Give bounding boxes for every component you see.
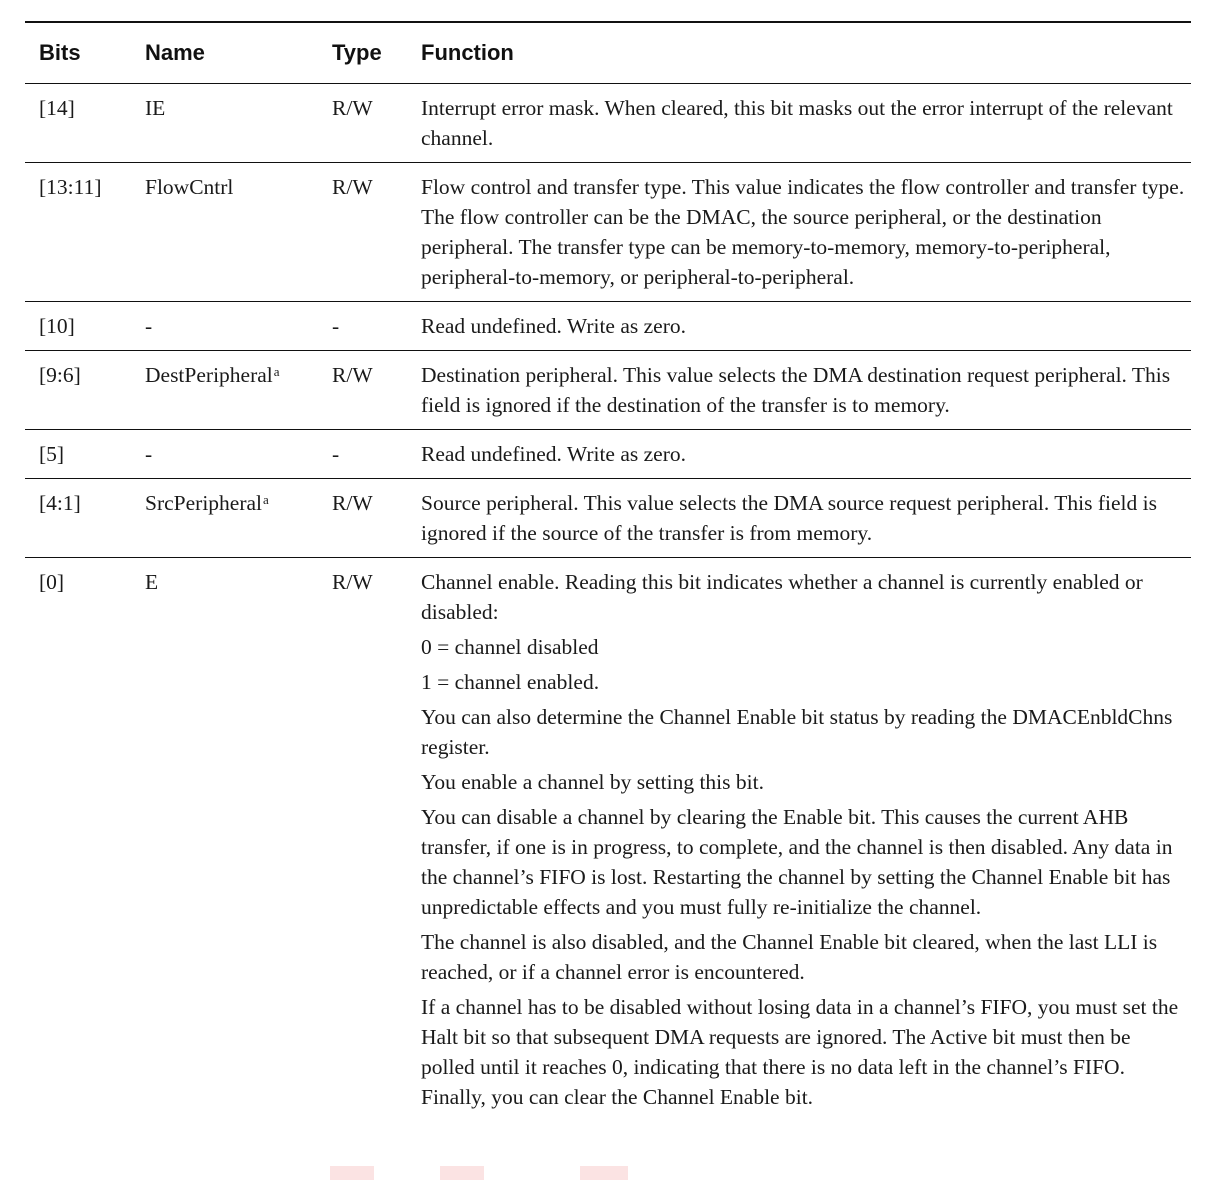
function-paragraph: Destination peripheral. This value selects the DMA destination request peripheral. This field is ignored if the destination of the transfer is to memory. — [421, 363, 1171, 417]
function-paragraph: Source peripheral. This value selects the DMA source request peripheral. This field is ignored if the source of the transfer is from memory. — [421, 491, 1157, 545]
function-paragraph: You enable a channel by setting this bit. — [421, 770, 764, 794]
cell-name — [131, 302, 318, 351]
cell-name — [131, 479, 318, 558]
cell-name — [131, 163, 318, 302]
table-row — [25, 351, 1191, 430]
cell-type: R/W — [332, 570, 373, 594]
cell-function — [407, 479, 1191, 558]
cell-type: R/W — [332, 175, 373, 199]
table-header-row — [25, 22, 1191, 84]
table-row — [25, 302, 1191, 351]
cell-bits: [14] — [39, 96, 75, 120]
field-name: IE — [145, 96, 166, 120]
cell-function — [407, 558, 1191, 1122]
header-function: Function — [421, 40, 514, 65]
function-paragraph: Interrupt error mask. When cleared, this bit masks out the error interrupt of the relevant channel. — [421, 96, 1173, 150]
header-name: Name — [145, 40, 205, 65]
field-name: - — [145, 314, 153, 338]
function-paragraph: Read undefined. Write as zero. — [421, 314, 686, 338]
function-paragraph: 0 = channel disabled — [421, 635, 599, 659]
field-name: E — [145, 570, 159, 594]
function-paragraph: You can disable a channel by clearing the Enable bit. This causes the current AHB transfer, if one is in progress, to complete, and the channel is then disabled. Any data in the channel’s FIFO is lost. Restarting the channel by setting the Channel Enable bit has unpredictable effects and you must fully re-initialize the channel. — [421, 805, 1173, 919]
cell-bits: [4:1] — [39, 491, 81, 515]
function-paragraph: You can also determine the Channel Enable bit status by reading the DMACEnbldChns register. — [421, 705, 1173, 759]
function-paragraph: Channel enable. Reading this bit indicates whether a channel is currently enabled or disabled: — [421, 570, 1143, 624]
cell-bits: [9:6] — [39, 363, 81, 387]
footnote-marker: a — [263, 492, 269, 507]
cell-name — [131, 84, 318, 163]
cell-name — [131, 430, 318, 479]
cell-type: R/W — [332, 363, 373, 387]
cell-bits: [13:11] — [39, 175, 102, 199]
cell-function — [407, 84, 1191, 163]
cell-function — [407, 351, 1191, 430]
cell-type: - — [332, 442, 340, 466]
field-name: - — [145, 442, 153, 466]
cell-bits: [10] — [39, 314, 75, 338]
table-row — [25, 430, 1191, 479]
function-paragraph: Flow control and transfer type. This value indicates the flow controller and transfer type. The flow controller can be the DMAC, the source peripheral, or the destination peripheral. The transfer type can be memory-to-memory, memory-to-peripheral, peripheral-to-memory, or peripheral-to-peripheral. — [421, 175, 1185, 289]
table-row — [25, 84, 1191, 163]
cell-bits: [5] — [39, 442, 65, 466]
table-row — [25, 479, 1191, 558]
header-type: Type — [332, 40, 382, 65]
watermark-fragment — [580, 1166, 628, 1180]
cell-bits: [0] — [39, 570, 65, 594]
field-name: FlowCntrl — [145, 175, 234, 199]
cell-function — [407, 430, 1191, 479]
cell-type: R/W — [332, 491, 373, 515]
table-body — [25, 84, 1191, 1122]
register-bit-table — [25, 21, 1191, 1121]
footnote-marker: a — [273, 364, 280, 379]
field-name: SrcPeripheral — [145, 491, 263, 515]
watermark-fragment — [440, 1166, 484, 1180]
function-paragraph: The channel is also disabled, and the Channel Enable bit cleared, when the last LLI is reached, or if a channel error is encountered. — [421, 930, 1158, 984]
function-paragraph: Read undefined. Write as zero. — [421, 442, 686, 466]
cell-type: - — [332, 314, 340, 338]
watermark-fragment — [330, 1166, 374, 1180]
cell-function — [407, 302, 1191, 351]
header-bits: Bits — [39, 40, 81, 65]
cell-type: R/W — [332, 96, 373, 120]
field-name: DestPeripheral — [145, 363, 273, 387]
register-doc-page — [25, 21, 1191, 1121]
cell-name — [131, 351, 318, 430]
cell-name — [131, 558, 318, 1122]
cell-function — [407, 163, 1191, 302]
function-paragraph: If a channel has to be disabled without losing data in a channel’s FIFO, you must set the Halt bit so that subsequent DMA requests are ignored. The Active bit must then be polled until it reaches 0, indicating that there is no data left in the channel’s FIFO. Finally, you can clear the Channel Enable bit. — [421, 995, 1179, 1109]
table-row — [25, 558, 1191, 1122]
table-row — [25, 163, 1191, 302]
function-paragraph: 1 = channel enabled. — [421, 670, 600, 694]
